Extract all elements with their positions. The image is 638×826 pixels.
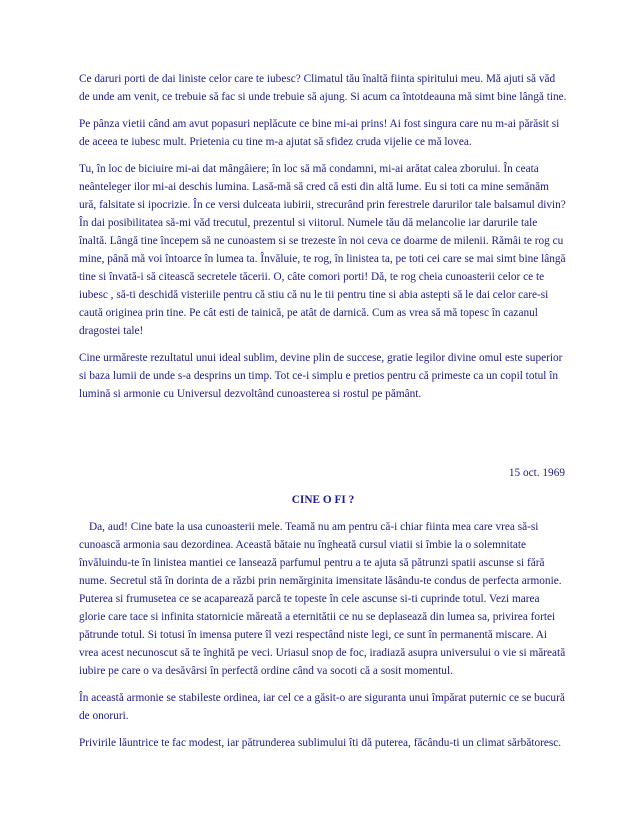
paragraph: Pe pânza vietii când am avut popasuri neplăcute ce bine mi-ai prins! Ai fost singura care nu m-ai părăsit si de aceea te iubesc mult. Prietenia cu tine m-a ajutat să sfidez cruda vijelie ce mă lovea. — [79, 118, 560, 148]
paragraph: Da, aud! Cine bate la usa cunoasterii mele. Teamă nu am pentru că-i chiar fiinta mea care vrea să-si cunoască armonia sau dezordinea. Această bătaie nu îngheată cursul viatii si îmbie la o solemnitate învăluindu-te în linistea mantiei ce lansează parfumul pentru a te ajuta să pătrunzi spatii ascunse si fără nume. Secretul stă în dorinta de a răzbi prin nemărginita imensitate lăsându-te condus de perfecta armonie. Puterea si frumusetea ce se acaparează parcă te topeste în cele ascunse si-ti cuprinde totul. Vezi marea glorie care tace si infinita statornicie măreată a eternitătii ce nu se deplasează din lumea sa, privirea fortei pătrunde totul. Si totusi în imensa putere îl vezi respectând niste legi, ce sunt în permanentă miscare. Ai vrea acest necunoscut să te înghită pe veci. Uriasul snop de foc, iradiază asupra universului o vie si măreată iubire pe care o va desăvârsi în perfectă ordine când va socoti că a sosit momentul. — [79, 521, 566, 677]
paragraph: Tu, în loc de biciuire mi-ai dat mângâiere; în loc să mă condamni, mi-ai arătat calea zborului. În ceata neânteleger ilor mi-ai deschis lumina. Lasă-mă să cred că esti din altă lume. Eu si toti ca mine semănăm ură, falsitate si ipocrizie. În ce versi dulceata iubirii, strecurând prin ferestrele darurilor tale balsamul divin? În dai posibilitatea să-mi văd trecutul, prezentul si viitorul. Numele tău dă melancolie iar darurile tale înaltă. Lângă tine începem să ne cunoastem si se trezeste în noi ceva ce doarme de milenii. Rămâi te rog cu mine, până mă voi întoarce în lumea ta. Învăluie, te rog, în linistea ta, pe toti cei care se mai simt bine lângă tine si învată-i să citească secretele tăcerii. O, câte comori porti! Dă, te rog cheia cunoasterii celor ce te iubesc , să-ti deschidă visteriile pentru că stiu că nu le tii pentru tine si abia astepti să le dai celor care-si caută originea prin tine. Pe cât esti de tainică, pe atât de darnică. Cum as vrea să mă topesc în cazanul dragostei tale! — [79, 163, 566, 337]
date-line: 15 oct. 1969 — [508, 467, 565, 479]
document-page — [79, 70, 567, 761]
section-title: CINE O FI ? — [291, 494, 355, 506]
paragraph: Cine urmăreste rezultatul unui ideal sublim, devine plin de succese, gratie legilor divine omul este superior si baza lumii de unde s-a desprins un timp. Tot ce-i simplu e pretios pentru că primeste ca un copil totul în lumină si armonie cu Universul dezvoltând cunoasterea si rostul pe pământ. — [79, 352, 563, 400]
paragraph: Ce daruri porti de dai liniste celor care te iubesc? Climatul tău înaltă fiinta spiritului meu. Mă ajuti să văd de unde am venit, ce trebuie să fac si unde trebuie să ajung. Si acum ca întotdeauna mă simt bine lângă tine. — [79, 73, 567, 103]
blank-space — [79, 412, 567, 464]
paragraph: În această armonie se stabileste ordinea, iar cel ce a găsit-o are siguranta unui împărat puternic ce se bucură de onoruri. — [79, 692, 565, 722]
paragraph: Privirile lăuntrice te fac modest, iar pătrunderea sublimului îti dă puterea, făcându-ti un climat sărbătoresc. — [79, 737, 562, 749]
